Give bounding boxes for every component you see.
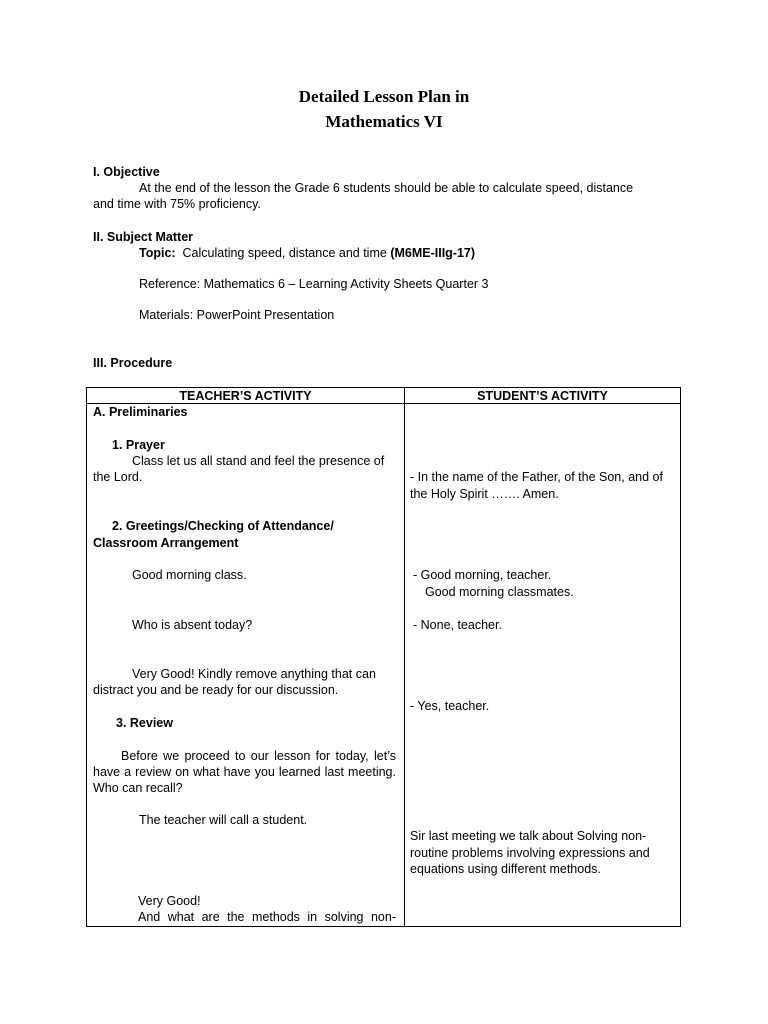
student-recall-line1: Sir last meeting we talk about Solving non- (410, 829, 647, 843)
methods-question: And what are the methods in solving non- (138, 910, 396, 924)
student-none-answer: - None, teacher. (413, 618, 502, 632)
table-column-divider (404, 388, 405, 926)
student-recall-line3: equations using different methods. (410, 862, 601, 876)
student-yes-answer: - Yes, teacher. (410, 699, 490, 713)
teacher-very-good-line2: distract you and be ready for our discussion. (93, 683, 339, 697)
reference-line: Reference: Mathematics 6 – Learning Activity Sheets Quarter 3 (139, 277, 489, 291)
procedure-heading: III. Procedure (93, 356, 173, 370)
teacher-very-good-line1: Very Good! Kindly remove anything that can (132, 667, 376, 681)
student-recall-line2: routine problems involving expressions and (410, 846, 650, 860)
objective-text-line2: and time with 75% proficiency. (93, 197, 261, 211)
topic-line (139, 246, 475, 260)
teacher-good-morning: Good morning class. (132, 568, 247, 582)
teacher-absent-question: Who is absent today? (132, 618, 253, 632)
student-activity-header: STUDENT’S ACTIVITY (477, 389, 608, 403)
subject-matter-heading: II. Subject Matter (93, 230, 194, 244)
greetings-heading-line2: Classroom Arrangement (93, 536, 239, 550)
topic-label: Topic: (139, 246, 176, 260)
prayer-heading: 1. Prayer (112, 438, 165, 452)
teacher-very-good-2: Very Good! (138, 894, 201, 908)
document-title-line2: Mathematics VI (325, 112, 443, 131)
prayer-text-line2: the Lord. (93, 470, 143, 484)
document-title-line1: Detailed Lesson Plan in (298, 87, 470, 106)
procedure-table (86, 387, 681, 927)
review-heading: 3. Review (116, 716, 173, 730)
table-header-divider (87, 403, 680, 404)
student-greet-line1: - Good morning, teacher. (413, 568, 552, 582)
student-amen-line2: the Holy Spirit ……. Amen. (410, 487, 559, 501)
objective-heading: I. Objective (93, 165, 160, 179)
objective-text-line1: At the end of the lesson the Grade 6 students should be able to calculate speed, distance (139, 181, 634, 195)
student-amen-line1: - In the name of the Father, of the Son, and of (410, 470, 663, 484)
greetings-heading-line1: 2. Greetings/Checking of Attendance/ (112, 519, 334, 533)
teacher-activity-header: TEACHER’S ACTIVITY (179, 389, 312, 403)
teacher-call-student: The teacher will call a student. (139, 813, 308, 827)
preliminaries-heading: A. Preliminaries (93, 405, 188, 419)
topic-value: Calculating speed, distance and time (182, 246, 387, 260)
materials-line: Materials: PowerPoint Presentation (139, 308, 335, 322)
review-text: Before we proceed to our lesson for today, let’s have a review on what have you learned last meeting. Who can recall? (93, 749, 396, 795)
topic-code: (M6ME-IIIg-17) (390, 246, 476, 260)
prayer-text-line1: Class let us all stand and feel the presence of (132, 454, 385, 468)
student-greet-line2: Good morning classmates. (425, 585, 574, 599)
